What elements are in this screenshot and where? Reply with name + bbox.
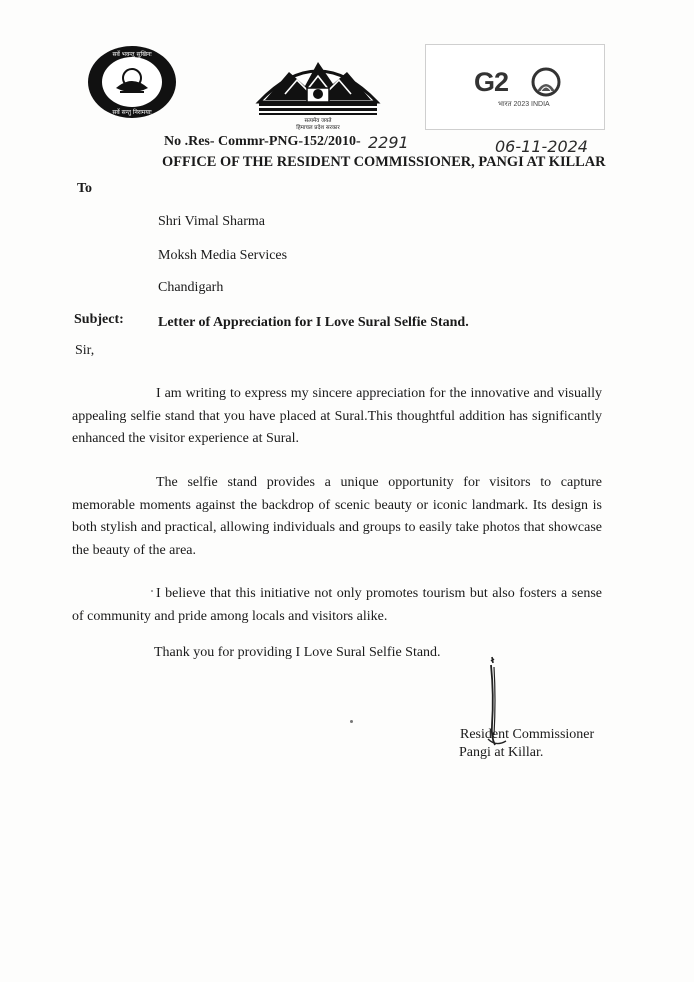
scan-speck	[350, 720, 353, 723]
handwritten-dispatch-number: 2291	[368, 133, 409, 152]
svg-text:सर्वे भवन्तु सुखिनः: सर्वे भवन्तु सुखिनः	[112, 51, 152, 58]
district-emblem-logo	[86, 44, 178, 120]
svg-text:सर्वे सन्तु निरामयाः: सर्वे सन्तु निरामयाः	[112, 109, 152, 116]
reference-number: No .Res- Commr-PNG-152/2010-	[164, 134, 361, 149]
to-label: To	[77, 181, 93, 196]
scan-speck	[151, 590, 153, 592]
body-paragraph-3: I believe that this initiative not only promotes tourism but also fosters a sense of community and pride among locals and visitors alike.	[72, 586, 602, 624]
himachal-government-emblem-logo	[255, 50, 381, 130]
closing-line: Thank you for providing I Love Sural Selfie Stand.	[154, 645, 441, 660]
g20-tagline: भारत 2023 INDIA	[498, 101, 550, 108]
office-title: OFFICE OF THE RESIDENT COMMISSIONER, PANGI AT KILLAR	[162, 154, 606, 170]
signatory-designation: Resident Commissioner	[460, 727, 595, 742]
body-paragraph-1: I am writing to express my sincere appreciation for the innovative and visually appealing selfie stand that you have placed at Sural.This thoughtful addition has significantly enhanced the visitor experience at Sural.	[72, 386, 602, 446]
subject-label: Subject:	[74, 312, 124, 327]
svg-text:सत्यमेव जयते: सत्यमेव जयते	[304, 118, 332, 124]
handwritten-date: 06-11-2024	[495, 137, 588, 156]
salutation: Sir,	[75, 343, 95, 358]
recipient-name: Shri Vimal Sharma	[158, 214, 266, 229]
recipient-company: Moksh Media Services	[158, 248, 288, 263]
g20-logo-text: G2	[474, 67, 509, 97]
subject-text: Letter of Appreciation for I Love Sural Selfie Stand.	[158, 315, 469, 330]
svg-text:हिमाचल प्रदेश सरकार: हिमाचल प्रदेश सरकार	[296, 125, 340, 130]
body-paragraph-2: The selfie stand provides a unique opportunity for visitors to capture memorable moments against the backdrop of scenic beauty or iconic landmark. Its design is both stylish and practical, allowing individuals and groups to easily take photos that showcase the beauty of the area.	[72, 475, 602, 558]
g20-logo-box	[425, 44, 605, 130]
signatory-location: Pangi at Killar.	[459, 745, 544, 760]
g20-lotus-icon	[529, 67, 563, 99]
recipient-city: Chandigarh	[158, 280, 224, 295]
